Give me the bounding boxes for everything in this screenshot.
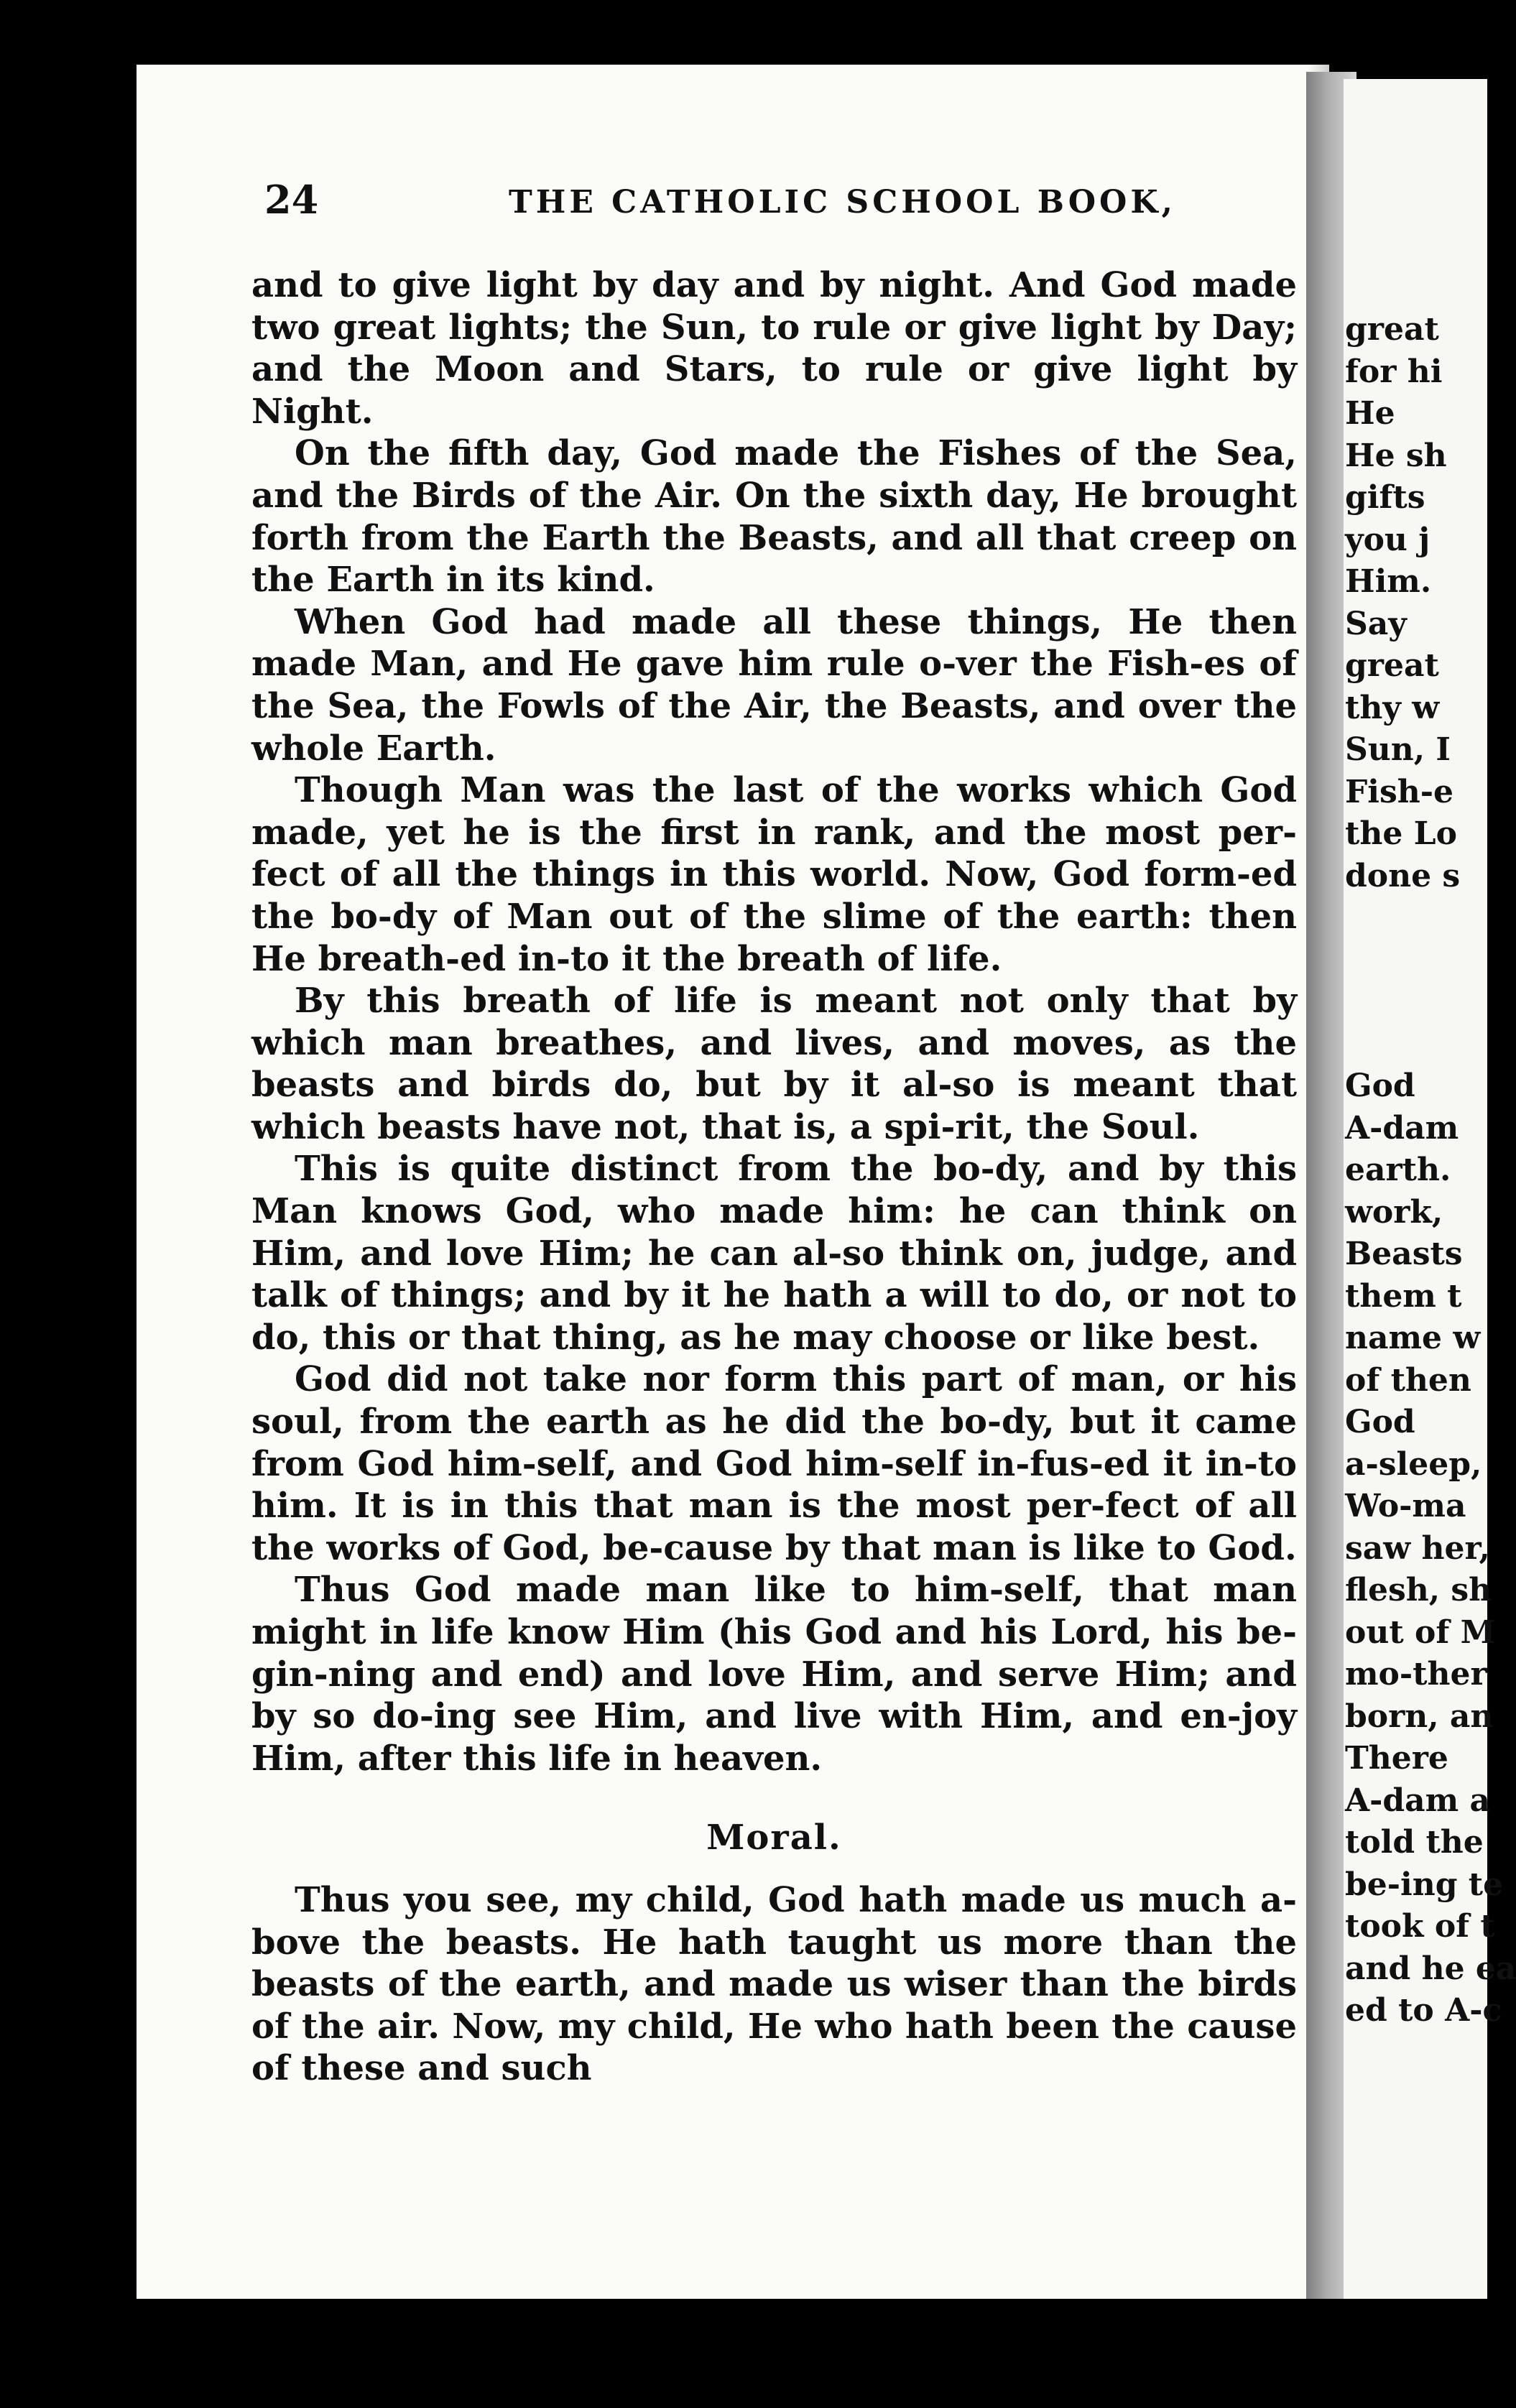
facing-page-line: ed to A-c	[1345, 1992, 1502, 2029]
facing-page-line: Wo-ma	[1345, 1488, 1466, 1524]
facing-page-line: He sh	[1345, 437, 1447, 474]
facing-page-line: born, an	[1345, 1698, 1494, 1735]
facing-page-line: Sun, I	[1345, 731, 1451, 768]
page-header	[264, 177, 1306, 227]
facing-page-line: great	[1345, 647, 1439, 684]
facing-page-line: earth.	[1345, 1152, 1451, 1188]
facing-page-line: saw her,	[1345, 1529, 1490, 1567]
paragraph-4: Though Man was the last of the works which God made, yet he is the first in rank, and the most per-fect of all the things in this world. Now, God form-ed the bo-dy of Man out of the slime of the earth: then He breath-ed in-to it the breath of life.	[251, 770, 1297, 979]
facing-page-line: mo-ther	[1345, 1656, 1487, 1692]
facing-page-line: Fish-e	[1345, 773, 1453, 810]
facing-page-line: a-sleep,	[1345, 1445, 1482, 1483]
facing-page-line: took of t	[1345, 1908, 1495, 1945]
facing-page-line: name w	[1345, 1320, 1481, 1356]
facing-page-line: He	[1345, 395, 1395, 432]
facing-page-line: of then	[1345, 1361, 1471, 1399]
facing-page-line: work,	[1345, 1193, 1443, 1231]
facing-page-line: be-ing te	[1345, 1866, 1504, 1903]
paragraph-2: On the fifth day, God made the Fishes of the Sea, and the Birds of the Air. On the sixth day, He brought forth from the Earth the Beasts, and all that creep on the Earth in its kind.	[251, 433, 1297, 601]
facing-page-line: you j	[1345, 521, 1431, 558]
facing-page-line: God	[1345, 1068, 1415, 1104]
running-title: THE CATHOLIC SCHOOL BOOK,	[509, 184, 1176, 221]
facing-page-line: great	[1345, 311, 1439, 348]
facing-page-line: out of M	[1345, 1613, 1496, 1651]
page-number: 24	[264, 177, 319, 223]
paragraph-6: This is quite distinct from the bo-dy, and by this Man knows God, who made him: he can think on Him, and love Him; he can al-so think on, judge, and talk of things; and by it he hath a will to do, or not to do, this or that thing, as he may choose or like best.	[251, 1149, 1297, 1358]
facing-page-line: There	[1345, 1740, 1448, 1777]
facing-page-line: Him.	[1345, 563, 1432, 600]
facing-page-line: God	[1345, 1404, 1415, 1440]
facing-page-line: done s	[1345, 857, 1461, 894]
moral-paragraph: Thus you see, my child, God hath made us much a-bove the beasts. He hath taught us more than the beasts of the earth, and made us wiser than the birds of the air. Now, my child, He who hath been the cause of these and such	[251, 1879, 1297, 2089]
facing-page-line: Say	[1345, 605, 1407, 642]
moral-heading: Moral.	[706, 1817, 842, 1858]
facing-page-line	[1345, 1024, 1467, 1066]
facing-page-line: them t	[1345, 1277, 1462, 1315]
paragraph-1: and to give light by day and by night. And God made two great lights; the Sun, to rule or give light by Day; and the Moon and Stars, to rule or give light by Night.	[251, 265, 1297, 432]
page-body	[251, 264, 1297, 2090]
facing-page-line: told the	[1345, 1824, 1484, 1861]
facing-page-line	[1345, 940, 1467, 982]
facing-page-line: the Lo	[1345, 815, 1457, 852]
paragraph-8: Thus God made man like to him-self, that man might in life know Him (his God and his Lord, his be-gin-ning and end) and love Him, and serve Him; and by so do-ing see Him, and live with Him, and en-joy Him, after this life in heaven.	[251, 1570, 1297, 1779]
facing-page-line: A-dam a	[1345, 1782, 1491, 1819]
facing-page-line: flesh, sh	[1345, 1572, 1492, 1608]
facing-page-line: A-dam	[1345, 1109, 1459, 1147]
facing-page-line: for hi	[1345, 353, 1443, 390]
facing-page-line: and he ea	[1345, 1950, 1516, 1987]
facing-page-line: thy w	[1345, 689, 1440, 726]
facing-page-text	[1345, 309, 1516, 2032]
facing-page-line: Beasts	[1345, 1236, 1463, 1272]
facing-page-line	[1345, 981, 1467, 1024]
paragraph-3: When God had made all these things, He then made Man, and He gave him rule o-ver the Fish-es of the Sea, the Fowls of the Air, the Beasts, and over the whole Earth.	[251, 601, 1297, 769]
paragraph-7: God did not take nor form this part of man, or his soul, from the earth as he did the bo-dy, but it came from God him-self, and God him-self in-fus-ed it in-to him. It is in this that man is the most per-fect of all the works of God, be-cause by that man is like to God.	[251, 1359, 1297, 1568]
paragraph-5: By this breath of life is meant not only that by which man breathes, and lives, and moves, as the beasts and birds do, but by it al-so is meant that which beasts have not, that is, a spi-rit, the Soul.	[251, 981, 1297, 1147]
facing-page-line: gifts	[1345, 479, 1425, 516]
facing-page-line	[1345, 897, 1467, 940]
